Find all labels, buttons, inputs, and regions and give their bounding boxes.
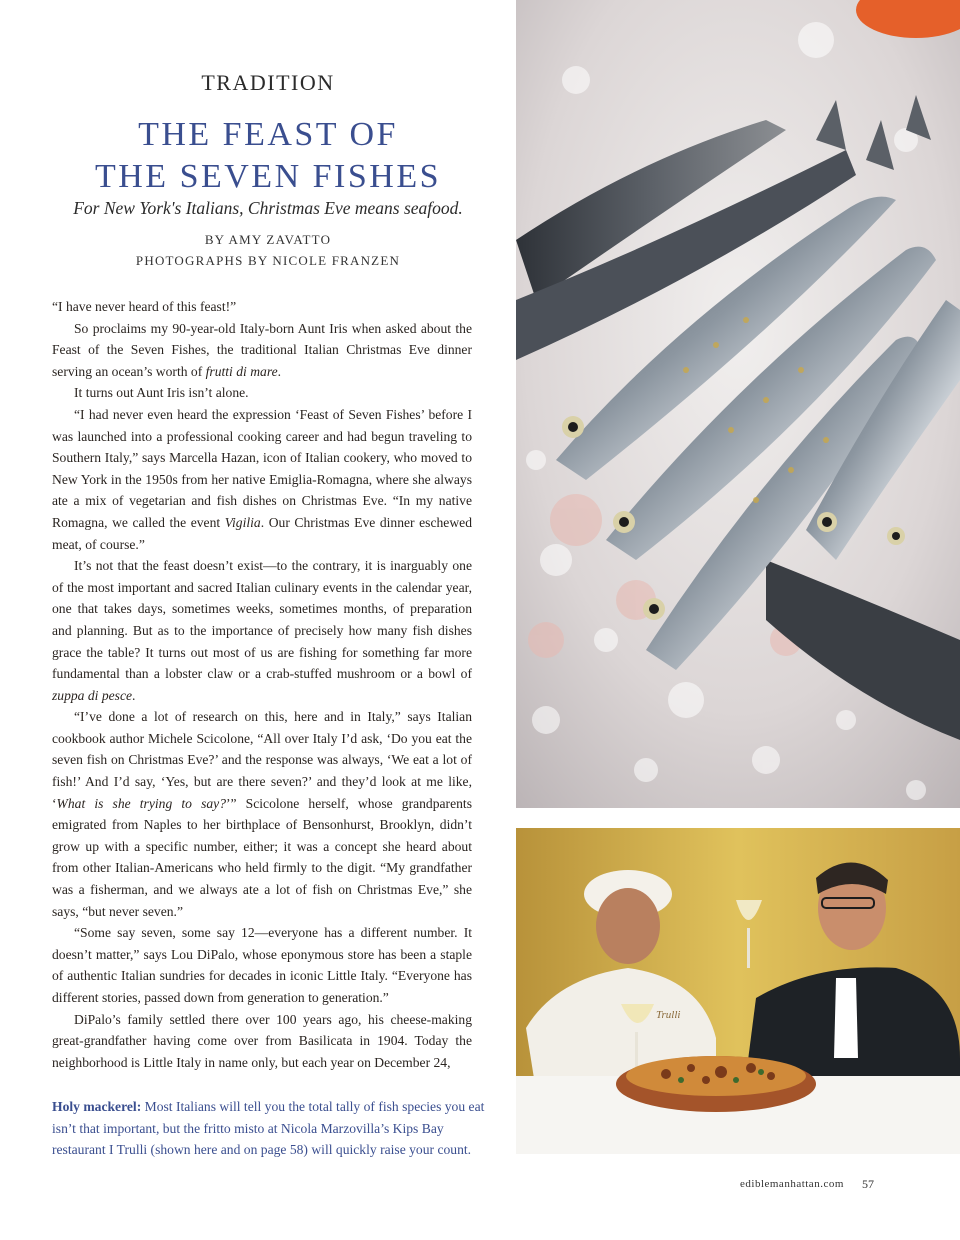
headline-line-2: THE SEVEN FISHES: [94, 158, 442, 195]
headline: [52, 114, 484, 198]
fish-photo: [516, 0, 960, 808]
paragraph: “I had never even heard the expression ‘Feast of Seven Fishes’ before I was launched into a professional cooking career and had begun traveling to Southern Italy,” says Marcella Hazan, icon of Italian cookery, who moved to New York in the 1950s from her native Emiglia-Romagna, where she always ate a mix of vegetarian and fish dishes on Christmas Eve. “In my native Romagna, we called the event Vigilia. Our Christmas Eve dinner eschewed meat, of course.”: [52, 406, 472, 552]
apron-logo: Trulli: [656, 1009, 681, 1021]
paragraph: “I have never heard of this feast!”: [52, 299, 237, 314]
deck: For New York's Italians, Christmas Eve means seafood.: [73, 198, 463, 218]
dining-photo: [516, 828, 960, 1154]
paragraph: DiPalo’s family settled there over 100 years ago, his cheese-making great-grandfather having come over from Basilicata in 1904. Today the neighborhood is Little Italy in name only, but each year on December 24,: [52, 1011, 472, 1070]
page-number: 57: [862, 1177, 874, 1191]
article-body: [52, 296, 472, 1073]
section-label: TRADITION: [201, 70, 335, 95]
paragraph: It turns out Aunt Iris isn’t alone.: [74, 385, 249, 401]
photo-credit: PHOTOGRAPHS BY NICOLE FRANZEN: [135, 253, 401, 268]
caption-text: Most Italians will tell you the total tally of fish species you eat isn’t that important, but the fritto misto at Nicola Marzovilla’s Kips Bay restaurant I Trulli (shown here and on page 58) will quickly raise your count.: [52, 1099, 485, 1158]
paragraph: So proclaims my 90-year-old Italy-born Aunt Iris when asked about the Feast of the Seven Fishes, the traditional Italian Christmas Eve dinner serving an ocean’s worth of frutti di mare.: [52, 320, 472, 379]
byline-block: [52, 229, 484, 271]
byline: BY AMY ZAVATTO: [204, 232, 332, 247]
footer-site: ediblemanhattan.com: [740, 1178, 844, 1190]
caption-lead: Holy mackerel:: [52, 1099, 142, 1114]
photo-caption: [52, 1096, 492, 1161]
paragraph: “I’ve done a lot of research on this, here and in Italy,” says Italian cookbook author Michele Scicolone, “All over Italy I’d ask, ‘Do you eat the seven fish on Christmas Eve?’ and the response was always, ‘We eat a lot of fish!’ And I’d say, ‘Yes, but are there seven?’ and they’d look at me like, ‘What is she trying to say?’” Scicolone herself, whose grandparents emigrated from Naples to her birthplace of Bensonhurst, Brooklyn, didn’t grow up with a specific number, either; it was a concept she heard about from other Italian-Americans who held firmly to the digit. “My grandfather was a fisherman, and we always ate a lot of fish on Christmas Eve,” she says, “but never seven.”: [52, 709, 472, 919]
headline-line-1: THE FEAST OF: [138, 116, 398, 153]
paragraph: It’s not that the feast doesn’t exist—to the contrary, it is inarguably one of the most important and sacred Italian culinary events in the calendar year, one that takes days, sometimes weeks, sometimes months, of preparation and planning. But as to the importance of precisely how many fish dishes grace the table? It turns out most of us are fishing for something far more fundamental than a lobster claw or a crab-stuffed mushroom or a bowl of zuppa di pesce.: [52, 558, 472, 703]
paragraph: “Some say seven, some say 12—everyone has a different number. It doesn’t matter,” says Lou DiPalo, whose eponymous store has been a staple of authentic Italian sundries for decades in iconic Little Italy. “Everyone has different stories, passed down from generation to generation.”: [52, 925, 472, 1005]
